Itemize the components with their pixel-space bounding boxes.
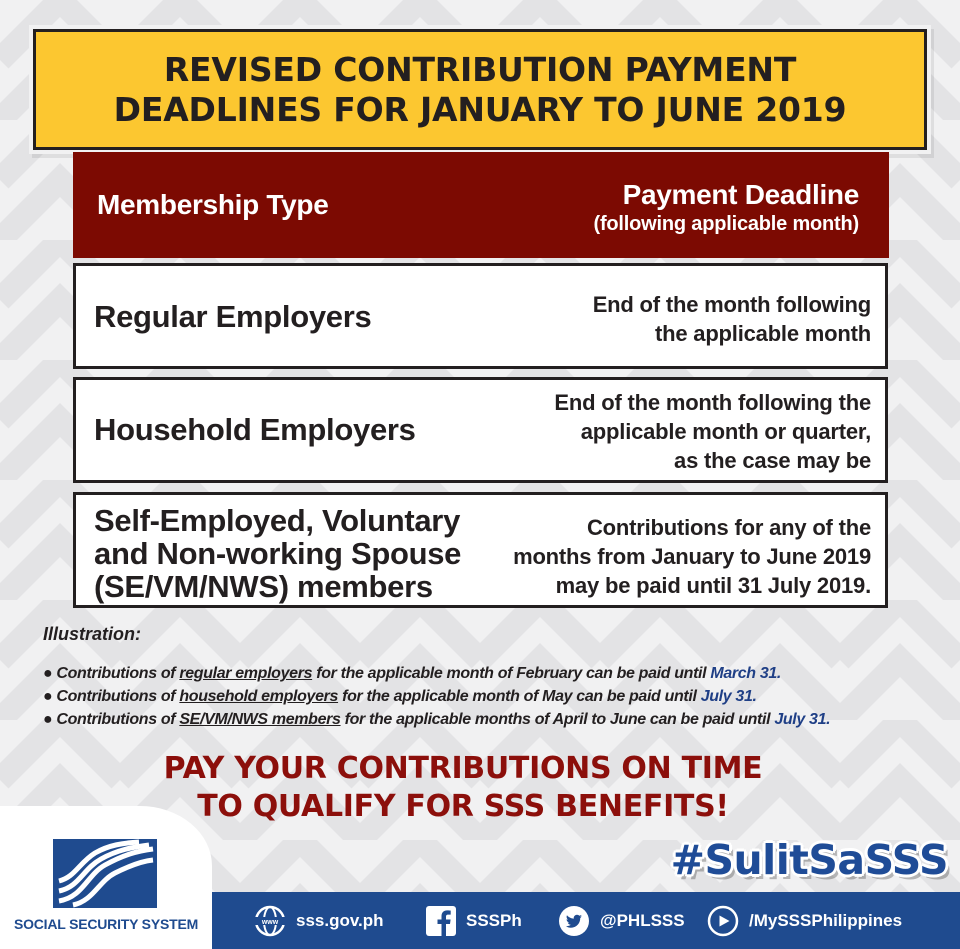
cta-line-1: PAY YOUR CONTRIBUTIONS ON TIME	[163, 751, 763, 786]
globe-www-icon	[254, 905, 286, 937]
deadline-date: July 31.	[700, 688, 757, 705]
row-membership-type: Household Employers	[94, 412, 416, 447]
header-membership-type: Membership Type	[97, 189, 329, 220]
deadline-date: July 31.	[774, 711, 831, 728]
illustration-heading: Illustration:	[43, 624, 141, 644]
facebook-handle[interactable]: SSSPh	[466, 911, 522, 930]
footer-website[interactable]	[254, 905, 384, 937]
svg-text:www: www	[261, 919, 279, 926]
row-payment-deadline: End of the month following the applicable month	[592, 292, 871, 346]
twitter-handle[interactable]: @PHLSSS	[600, 911, 685, 930]
deadline-date: March 31.	[710, 665, 782, 682]
row-payment-deadline: End of the month following the applicable month or quarter, as the case may be	[554, 390, 871, 473]
list-item: ● Contributions of SE/VM/NWS members for the applicable months of April to June can be paid until July 31.	[43, 711, 831, 728]
sss-logo-icon	[53, 839, 157, 908]
list-item: ● Contributions of regular employers for the applicable month of February can be paid until March 31.	[43, 665, 782, 682]
table-header	[73, 152, 889, 258]
header-payment-deadline-label: Payment Deadline	[622, 179, 859, 210]
header-payment-deadline-sub: (following applicable month)	[593, 213, 859, 235]
title-line-2: DEADLINES FOR JANUARY TO JUNE 2019	[113, 89, 847, 129]
cta-line-2: TO QUALIFY FOR SSS BENEFITS!	[197, 789, 729, 824]
footer-youtube[interactable]	[707, 905, 902, 937]
org-name: SOCIAL SECURITY SYSTEM	[13, 916, 199, 932]
underlined-term: household employers	[179, 688, 339, 705]
row-payment-deadline: Contributions for any of the months from January to June 2019 may be paid until 31 July 2019.	[513, 515, 871, 598]
underlined-term: SE/VM/NWS members	[179, 711, 341, 728]
row-type-line-3: (SE/VM/NWS) members	[94, 569, 433, 604]
website-link[interactable]: sss.gov.ph	[296, 911, 384, 930]
table-row-household-employers	[73, 377, 888, 483]
row-type-line-1: Self-Employed, Voluntary	[94, 503, 461, 538]
youtube-icon	[707, 905, 739, 937]
row-membership-type: Regular Employers	[94, 299, 372, 334]
row-type-line-2: and Non-working Spouse	[94, 536, 462, 571]
row-membership-type	[94, 504, 461, 603]
footer-twitter[interactable]	[558, 905, 685, 937]
facebook-icon	[426, 906, 456, 936]
hashtag: #SulitSaSSS	[670, 836, 948, 884]
illustration-list	[43, 662, 830, 731]
underlined-term: regular employers	[179, 665, 313, 682]
list-item: ● Contributions of household employers for the applicable month of May can be paid until July 31.	[43, 688, 757, 705]
title-banner	[33, 29, 927, 150]
footer-facebook[interactable]	[426, 905, 522, 937]
youtube-channel[interactable]: /MySSSPhilippines	[749, 911, 903, 930]
twitter-icon	[558, 905, 590, 937]
table-row-se-vm-nws-members	[73, 492, 888, 608]
header-payment-deadline	[594, 179, 860, 237]
table-row-regular-employers	[73, 263, 888, 369]
title-line-1: REVISED CONTRIBUTION PAYMENT	[163, 49, 797, 89]
